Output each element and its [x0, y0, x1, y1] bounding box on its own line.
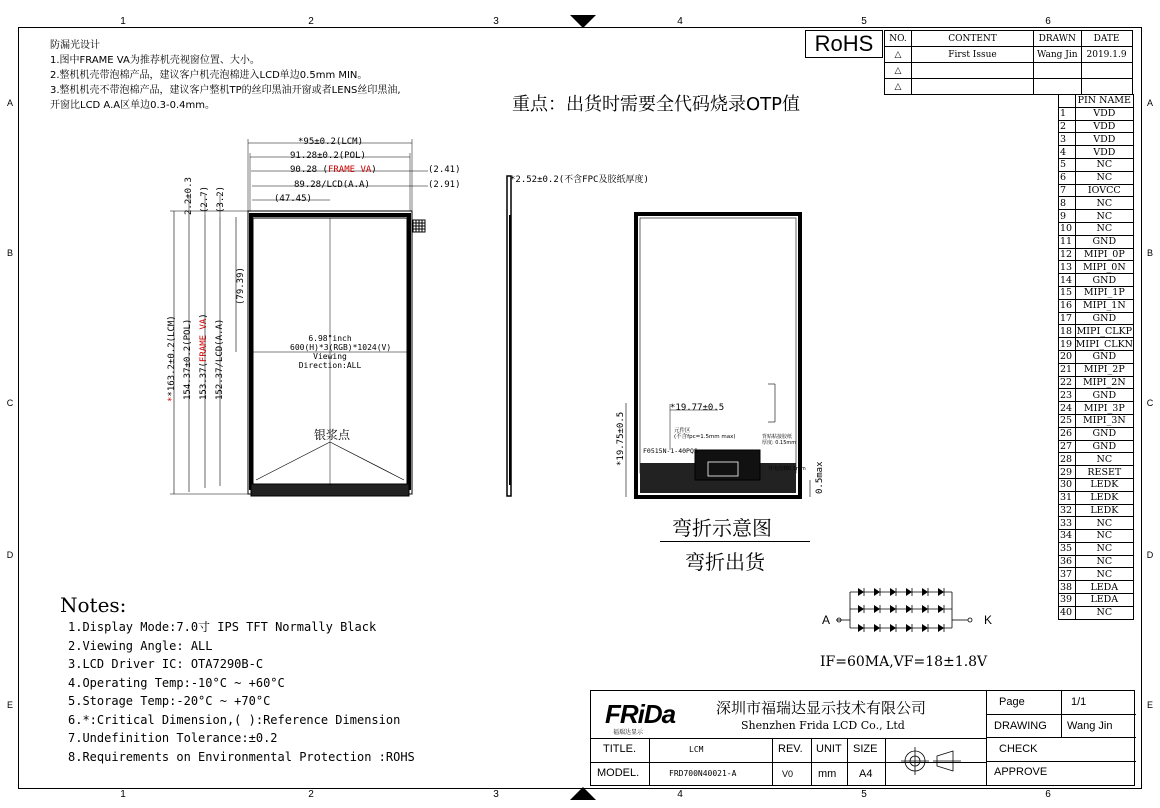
pin-row [1059, 466, 1134, 479]
pin-name: LEDA [1075, 581, 1133, 594]
led-diode-icon [938, 624, 944, 632]
pin-number: 5 [1059, 158, 1076, 171]
silver-paste-label: 银浆点 [314, 428, 351, 442]
check-label: CHECK [999, 743, 1038, 755]
pin-name: VDD [1075, 107, 1133, 120]
pin-row [1059, 107, 1134, 120]
rev-label: REV. [778, 743, 803, 755]
pin-number: 22 [1059, 376, 1076, 389]
led-diode-icon [922, 624, 928, 632]
pin-row [1059, 402, 1134, 415]
back-view-drawing [600, 200, 830, 500]
rev-no: △ [885, 63, 912, 79]
pin-row [1059, 158, 1134, 171]
led-cathode-label: K [984, 613, 993, 627]
pin-number: 23 [1059, 389, 1076, 402]
pin-number: 20 [1059, 350, 1076, 363]
size-value: A4 [859, 768, 873, 780]
col-number: 4 [677, 789, 683, 800]
tape-label: 背贴粘接胶纸 厚度: 0.15mm [762, 434, 797, 446]
row-letter: A [1146, 98, 1153, 108]
pin-number: 19 [1059, 338, 1076, 351]
light-leak-line: 开窗比LCD A.A区单边0.3-0.4mm。 [50, 100, 216, 111]
component-area-label: 元件区 (不含fpc=1.5mm max) [674, 428, 736, 440]
pin-row [1059, 389, 1134, 402]
led-diode-icon [858, 588, 864, 596]
pin-number: 17 [1059, 312, 1076, 325]
approve-label: APPROVE [994, 766, 1048, 778]
pin-number: 39 [1059, 594, 1076, 607]
pin-name: MIPI_2N [1075, 376, 1133, 389]
pin-name: NC [1075, 517, 1133, 530]
pin-name: MIPI_3N [1075, 414, 1133, 427]
model-label: MODEL. [597, 767, 640, 779]
title-block [590, 690, 1135, 786]
pin-name: LEDK [1075, 491, 1133, 504]
dim-top-gap-3: (3.2) [216, 185, 226, 213]
col-number: 3 [493, 16, 499, 27]
pin-row [1059, 517, 1134, 530]
pin-name: RESET [1075, 466, 1133, 479]
led-diode-icon [922, 605, 928, 613]
led-diode-icon [922, 588, 928, 596]
pin-name: MIPI_CLKP [1076, 325, 1133, 337]
pin-number: 12 [1059, 248, 1076, 261]
light-leak-title: 防漏光设计 [50, 40, 100, 51]
pin-row [1059, 606, 1134, 619]
dim-right-offset-2: (2.91) [428, 180, 461, 190]
led-diode-icon [858, 624, 864, 632]
col-number: 2 [308, 789, 314, 800]
pin-number: 27 [1059, 440, 1076, 453]
pin-name: NC [1075, 568, 1133, 581]
led-diode-icon [906, 624, 912, 632]
row-letter: C [1146, 398, 1154, 408]
pin-row [1059, 555, 1134, 568]
led-diode-icon [890, 588, 896, 596]
pin-row [1059, 261, 1134, 274]
row-letter: E [1146, 700, 1153, 710]
col-number: 6 [1045, 789, 1051, 800]
pin-row [1059, 491, 1134, 504]
pin-number: 9 [1059, 210, 1076, 223]
pin-row [1059, 376, 1134, 389]
lcd-spec-label: 6.98"inch 600(H)*3(RGB)*1024(V) Viewing Direction:ALL [290, 334, 392, 370]
col-number: 4 [677, 16, 683, 27]
pin-name: MIPI_CLKN [1075, 338, 1133, 350]
pin-number: 32 [1059, 504, 1076, 517]
pin-number: 24 [1059, 402, 1076, 415]
pin-name: LEDK [1075, 504, 1133, 517]
row-letter: B [1146, 248, 1153, 258]
rev-drawn: Wang Jin [1034, 47, 1082, 63]
pin-table [1058, 94, 1134, 620]
pin-number: 6 [1059, 171, 1076, 184]
rev-date: 2019.1.9 [1081, 47, 1132, 63]
pin-name: VDD [1075, 120, 1133, 133]
pin-number: 38 [1059, 581, 1076, 594]
row-letter: D [6, 550, 14, 560]
rev-header-content: CONTENT [912, 31, 1034, 47]
pin-name: IOVCC [1075, 184, 1133, 197]
title-label: TITLE. [603, 743, 637, 755]
notes-title: Notes: [60, 593, 127, 617]
row-letter: E [6, 700, 13, 710]
note-item: 4.Operating Temp:-10°C ~ +60°C [68, 675, 285, 690]
col-number: 6 [1045, 16, 1051, 27]
pin-name: MIPI_1N [1075, 299, 1133, 312]
pin-name: LEDA [1075, 594, 1133, 607]
unit-label: UNIT [816, 743, 842, 755]
pin-row [1059, 350, 1134, 363]
pin-name: GND [1075, 427, 1133, 440]
pin-row [1059, 325, 1134, 338]
center-mark-top [570, 15, 596, 29]
pin-number: 34 [1059, 530, 1076, 543]
note-item: 2.Viewing Angle: ALL [68, 638, 213, 653]
led-spec: IF=60MA,VF=18±1.8V [820, 654, 988, 670]
model-value: FRD700N40021-A [669, 769, 737, 778]
note-item: 6.*:Critical Dimension,( ):Reference Dimension [68, 712, 401, 727]
pin-row [1059, 286, 1134, 299]
pin-name: MIPI_2P [1075, 363, 1133, 376]
pin-number: 33 [1059, 517, 1076, 530]
back-height-dim: *19.75±0.5 [616, 411, 626, 466]
drawing-value: Wang Jin [1067, 720, 1113, 732]
pin-number: 7 [1059, 184, 1076, 197]
pin-number: 16 [1059, 299, 1076, 312]
revision-table [884, 30, 1133, 95]
pin-number: 2 [1059, 120, 1076, 133]
dim-height-lcm: **163.2±0.2(LCM) [167, 315, 177, 402]
pin-name: NC [1075, 210, 1133, 223]
pin-row [1059, 453, 1134, 466]
page-value: 1/1 [1071, 696, 1087, 708]
pin-name: MIPI_0N [1075, 261, 1133, 274]
pin-row [1059, 440, 1134, 453]
pin-number: 21 [1059, 363, 1076, 376]
pin-name: GND [1075, 274, 1133, 287]
dim-width-frame-va: 90.28 (FRAME VA) [290, 165, 377, 175]
pin-row [1059, 414, 1134, 427]
row-letter: B [6, 248, 13, 258]
led-diode-icon [938, 605, 944, 613]
rev-content: First Issue [912, 47, 1034, 63]
dim-height-pol: 154.37±0.2(POL) [183, 318, 193, 400]
pin-row [1059, 542, 1134, 555]
pin-row [1059, 274, 1134, 287]
dim-width-lcm: *95±0.2(LCM) [298, 137, 364, 147]
pin-number: 35 [1059, 542, 1076, 555]
dim-height-frame-va: 153.37(FRAME VA) [199, 313, 209, 400]
size-label: SIZE [853, 743, 878, 755]
pin-name: VDD [1075, 146, 1133, 159]
rev-header-drawn: DRAWN [1034, 31, 1082, 47]
pin-table-header: PIN NAME [1075, 95, 1133, 108]
pin-row [1059, 133, 1134, 146]
pin-name: NC [1075, 453, 1133, 466]
pin-number: 1 [1059, 107, 1076, 120]
note-item: 5.Storage Temp:-20°C ~ +70°C [68, 694, 271, 708]
col-number: 5 [861, 789, 867, 800]
pin-number: 37 [1059, 568, 1076, 581]
pin-name: NC [1075, 158, 1133, 171]
led-diode-icon [906, 588, 912, 596]
pin-number: 8 [1059, 197, 1076, 210]
back-width-dim: *19.77±0.5 [670, 403, 725, 413]
dim-left-offset: (47.45) [274, 194, 312, 204]
projection-symbol [901, 747, 973, 777]
pin-name: LEDK [1075, 478, 1133, 491]
pin-name: GND [1075, 440, 1133, 453]
pin-row [1059, 197, 1134, 210]
note-item: 3.LCD Driver IC: OTA7290B-C [68, 657, 264, 671]
pin-row [1059, 146, 1134, 159]
pin-name: GND [1075, 389, 1133, 402]
notes-block [60, 592, 415, 766]
rev-header-no: NO. [885, 31, 912, 47]
pin-row [1059, 210, 1134, 223]
note-item: 8.Requirements on Environmental Protection :ROHS [68, 749, 415, 764]
pin-name: NC [1075, 222, 1133, 235]
pin-row [1059, 299, 1134, 312]
bend-diagram-title: 弯折示意图 [672, 516, 772, 540]
rev-no: △ [885, 79, 912, 95]
pin-row [1059, 504, 1134, 517]
pin-row [1059, 171, 1134, 184]
pin-number: 30 [1059, 478, 1076, 491]
led-anode-label: A [822, 613, 831, 627]
pin-row [1059, 478, 1134, 491]
pin-row [1059, 338, 1134, 351]
pin-row [1059, 235, 1134, 248]
pin-number: 4 [1059, 146, 1076, 159]
pin-name: NC [1075, 606, 1133, 619]
pin-row [1059, 581, 1134, 594]
row-letter: D [1146, 550, 1154, 560]
pin-name: MIPI_1P [1075, 286, 1133, 299]
pin-row [1059, 427, 1134, 440]
pin-row [1059, 120, 1134, 133]
pin-number: 11 [1059, 235, 1076, 248]
max-thickness-dim: 0.5max [815, 461, 825, 494]
pin-name: MIPI_3P [1075, 402, 1133, 415]
pin-row [1059, 312, 1134, 325]
side-thickness-dim: *2.52±0.2(不含FPC及胶纸厚度) [510, 175, 649, 185]
pin-number: 31 [1059, 491, 1076, 504]
note-item: 7.Undefinition Tolerance:±0.2 [68, 731, 278, 745]
dim-height-aa: 152.37/LCD(A.A) [215, 318, 225, 400]
led-diode-icon [858, 605, 864, 613]
pin-name: GND [1075, 235, 1133, 248]
foam-label: 导电泡棉0.1mm [768, 466, 806, 472]
pin-number: 25 [1059, 414, 1076, 427]
col-number: 5 [861, 16, 867, 27]
pin-row [1059, 184, 1134, 197]
pin-number: 15 [1059, 286, 1076, 299]
pin-number: 13 [1059, 261, 1076, 274]
dim-top-gap-1: 2.2±0.3 [184, 177, 194, 215]
pin-row [1059, 568, 1134, 581]
pin-name: NC [1075, 530, 1133, 543]
dim-right-offset-1: (2.41) [428, 165, 461, 175]
pin-name: NC [1075, 555, 1133, 568]
pin-number: 40 [1059, 606, 1076, 619]
unit-value: mm [818, 768, 837, 780]
company-name-en: Shenzhen Frida LCD Co., Ltd [741, 719, 905, 732]
col-number: 1 [120, 16, 126, 27]
led-diode-icon [890, 624, 896, 632]
note-item: 1.Display Mode:7.0寸 IPS TFT Normally Black [68, 620, 377, 634]
dim-width-aa: 89.28/LCD(A.A) [294, 180, 370, 190]
dim-center-height: (79.39) [236, 267, 246, 305]
pin-number: 28 [1059, 453, 1076, 466]
pin-number: 29 [1059, 466, 1076, 479]
pin-row [1059, 594, 1134, 607]
rev-value: V0 [782, 769, 794, 779]
pin-number: 10 [1059, 222, 1076, 235]
pin-name: VDD [1075, 133, 1133, 146]
key-point-text: 重点：出货时需要全代码烧录OTP值 [512, 94, 801, 115]
rohs-mark: RoHS [805, 30, 883, 58]
pin-name: MIPI_0P [1075, 248, 1133, 261]
dim-top-gap-2: (2.7) [200, 185, 210, 213]
company-name-cn: 深圳市福瑞达显示技术有限公司 [716, 699, 927, 717]
pin-name: NC [1075, 197, 1133, 210]
led-diode-icon [874, 605, 880, 613]
pin-name: NC [1075, 171, 1133, 184]
side-view-drawing [500, 175, 520, 500]
pin-row [1059, 530, 1134, 543]
rev-header-date: DATE [1081, 31, 1132, 47]
pin-number: 3 [1059, 133, 1076, 146]
pin-number: 18 [1059, 325, 1076, 338]
led-diode-icon [890, 605, 896, 613]
bend-shipping-label: 弯折出货 [685, 550, 765, 574]
led-circuit-diagram [836, 578, 976, 636]
fpc-part-number: F0515N-1-40PQS [643, 447, 698, 455]
pin-name: NC [1075, 542, 1133, 555]
pin-row [1059, 222, 1134, 235]
light-leak-notes [50, 38, 401, 113]
title-value: LCM [689, 745, 704, 754]
led-diode-icon [938, 588, 944, 596]
company-logo: FRiDa 福瑞达显示 [605, 699, 676, 736]
pin-number: 26 [1059, 427, 1076, 440]
col-number: 2 [308, 16, 314, 27]
light-leak-line: 1.图中FRAME VA为推荐机壳视窗位置、大小。 [50, 55, 260, 66]
led-diode-icon [874, 588, 880, 596]
row-letter: A [6, 98, 13, 108]
pin-name: GND [1075, 350, 1133, 363]
dim-width-pol: 91.28±0.2(POL) [290, 151, 366, 161]
col-number: 1 [120, 789, 126, 800]
pin-row [1059, 363, 1134, 376]
page-label: Page [999, 696, 1025, 708]
light-leak-line: 3.整机机壳不带泡棉产品，建议客户整机TP的丝印黑油开窗或者LENS丝印黑油, [50, 85, 401, 96]
row-letter: C [6, 398, 14, 408]
led-diode-icon [874, 624, 880, 632]
light-leak-line: 2.整机机壳带泡棉产品，建议客户机壳泡棉进入LCD单边0.5mm MIN。 [50, 70, 368, 81]
col-number: 3 [493, 789, 499, 800]
pin-number: 14 [1059, 274, 1076, 287]
pin-name: GND [1075, 312, 1133, 325]
drawing-label: DRAWING [994, 720, 1047, 732]
pin-number: 36 [1059, 555, 1076, 568]
center-mark-bottom [570, 787, 596, 801]
rev-no: △ [885, 47, 912, 63]
pin-row [1059, 248, 1134, 261]
led-diode-icon [906, 605, 912, 613]
